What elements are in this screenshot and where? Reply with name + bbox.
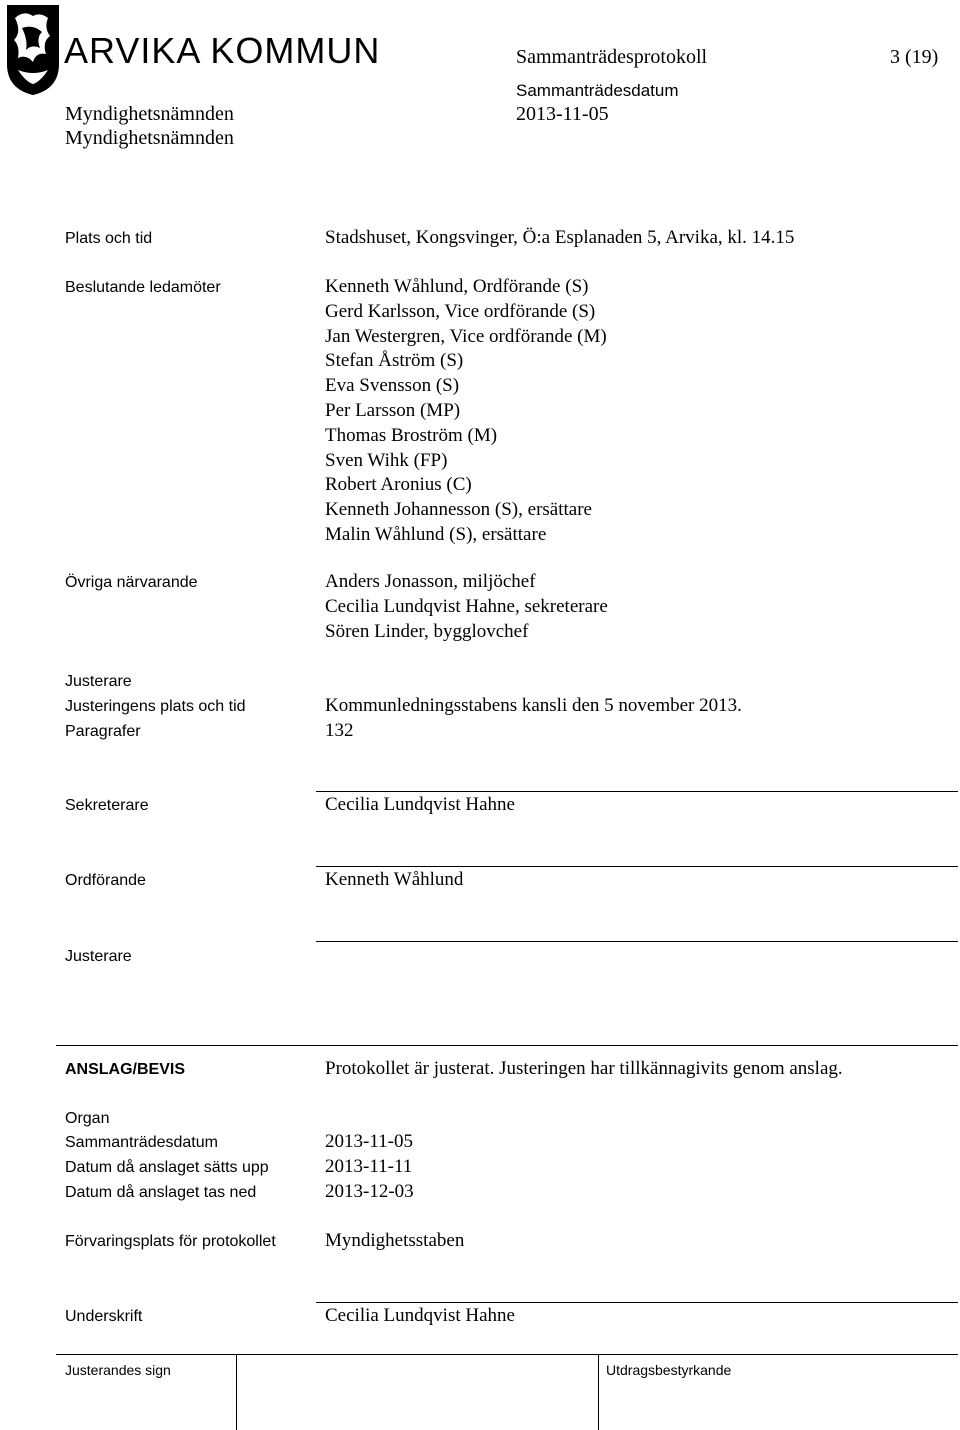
header-body-line1: Myndighetsnämnden bbox=[65, 103, 234, 125]
underskrift-label: Underskrift bbox=[65, 1308, 143, 1325]
member-item: Per Larsson (MP) bbox=[325, 399, 461, 421]
footer-divider bbox=[236, 1354, 237, 1430]
paragraphs-value: 132 bbox=[325, 720, 354, 741]
member-item: Sven Wihk (FP) bbox=[325, 449, 448, 471]
member-item: Malin Wåhlund (S), ersättare bbox=[325, 523, 547, 545]
chair-label: Ordförande bbox=[65, 872, 146, 889]
secretary-label: Sekreterare bbox=[65, 797, 149, 814]
member-item: Jan Westergren, Vice ordförande (M) bbox=[325, 325, 607, 347]
signature-line bbox=[316, 941, 958, 942]
signature-line bbox=[316, 1302, 958, 1303]
member-item: Kenneth Johannesson (S), ersättare bbox=[325, 499, 592, 521]
signature-line bbox=[316, 791, 958, 792]
storage-value: Myndighetsstaben bbox=[325, 1230, 465, 1251]
footer-adjuster-sign: Justerandes sign bbox=[65, 1362, 171, 1378]
other-item: Cecilia Lundqvist Hahne, sekreterare bbox=[325, 595, 608, 617]
notice-title: ANSLAG/BEVIS bbox=[65, 1061, 186, 1078]
document-type: Sammanträdesprotokoll bbox=[516, 46, 708, 68]
adjuster-label: Justerare bbox=[65, 673, 132, 690]
removed-label: Datum då anslaget tas ned bbox=[65, 1184, 257, 1201]
member-item: Eva Svensson (S) bbox=[325, 375, 460, 397]
footer-top-line bbox=[56, 1354, 958, 1355]
signature-adjuster-label: Justerare bbox=[65, 948, 132, 965]
members-list bbox=[325, 275, 607, 548]
others-list bbox=[325, 570, 608, 644]
organ-label: Organ bbox=[65, 1110, 110, 1127]
signature-line bbox=[316, 866, 958, 867]
page-number: 3 (19) bbox=[890, 46, 939, 68]
header-date: 2013-11-05 bbox=[516, 103, 609, 125]
header-date-label: Sammanträdesdatum bbox=[516, 81, 679, 100]
other-item: Sören Linder, bygglovchef bbox=[325, 620, 529, 642]
place-label: Plats och tid bbox=[65, 230, 153, 247]
adjust-place-value: Kommunledningsstabens kansli den 5 november 2013. bbox=[325, 695, 742, 716]
removed-date: 2013-12-03 bbox=[325, 1181, 414, 1202]
secretary-name: Cecilia Lundqvist Hahne bbox=[325, 794, 515, 815]
member-item: Kenneth Wåhlund, Ordförande (S) bbox=[325, 276, 589, 297]
notice-date-label: Sammanträdesdatum bbox=[65, 1134, 218, 1151]
posted-date: 2013-11-11 bbox=[325, 1156, 413, 1177]
paragraphs-label: Paragrafer bbox=[65, 723, 141, 740]
posted-label: Datum då anslaget sätts upp bbox=[65, 1159, 269, 1176]
other-item: Anders Jonasson, miljöchef bbox=[325, 571, 536, 592]
adjust-place-label: Justeringens plats och tid bbox=[65, 698, 246, 715]
notice-text: Protokollet är justerat. Justeringen har tillkännagivits genom anslag. bbox=[325, 1058, 843, 1079]
place-value: Stadshuset, Kongsvinger, Ö:a Esplanaden 5, Arvika, kl. 14.15 bbox=[325, 227, 795, 248]
notice-date: 2013-11-05 bbox=[325, 1131, 413, 1152]
footer-divider bbox=[598, 1354, 599, 1430]
coat-of-arms-logo bbox=[6, 4, 60, 96]
members-label: Beslutande ledamöter bbox=[65, 279, 221, 296]
storage-label: Förvaringsplats för protokollet bbox=[65, 1233, 276, 1250]
brand-name: ARVIKA KOMMUN bbox=[64, 30, 381, 71]
section-divider bbox=[56, 1045, 958, 1046]
others-label: Övriga närvarande bbox=[65, 574, 198, 591]
chair-name: Kenneth Wåhlund bbox=[325, 869, 464, 890]
member-item: Gerd Karlsson, Vice ordförande (S) bbox=[325, 300, 596, 322]
header-body-line2: Myndighetsnämnden bbox=[65, 127, 234, 149]
footer-extract-cert: Utdragsbestyrkande bbox=[606, 1362, 732, 1378]
member-item: Thomas Broström (M) bbox=[325, 424, 498, 446]
member-item: Stefan Åström (S) bbox=[325, 350, 464, 372]
member-item: Robert Aronius (C) bbox=[325, 474, 472, 496]
underskrift-name: Cecilia Lundqvist Hahne bbox=[325, 1305, 515, 1326]
